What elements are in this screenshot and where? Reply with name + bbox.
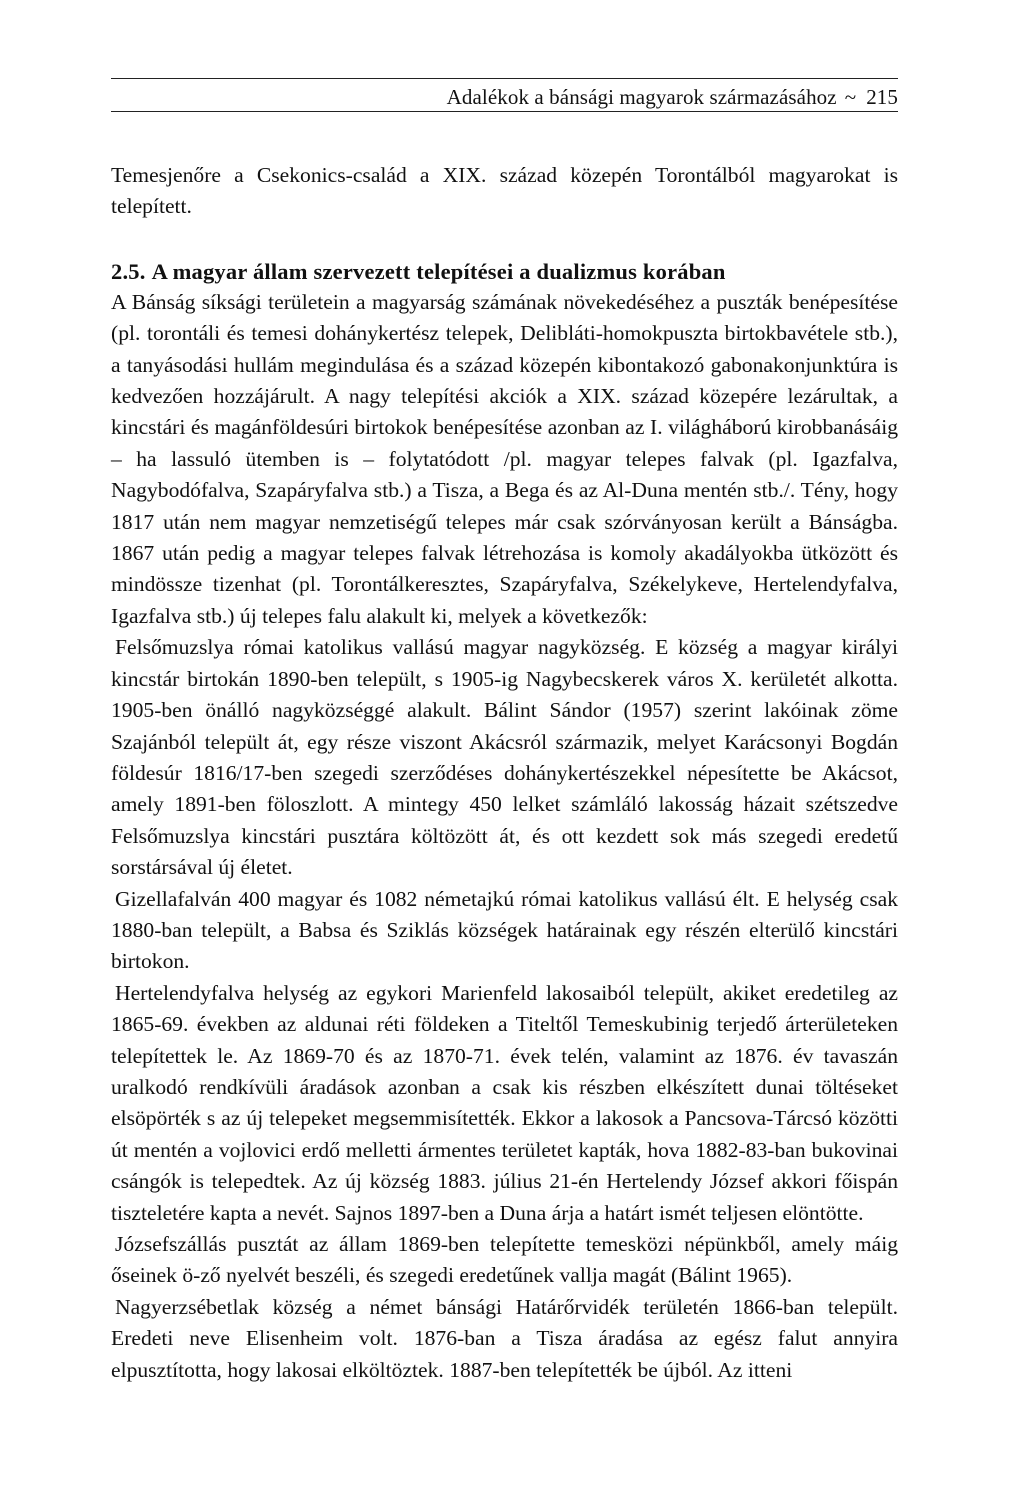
section-heading	[111, 256, 898, 287]
running-header	[111, 78, 898, 114]
paragraph-jozsefszallas: Józsefszállás pusztát az állam 1869-ben telepítette temesközi népünkből, amely máig őseinek ö-ző nyelvét beszéli, és szegedi eredetűnek vallja magát (Bálint 1965).	[111, 1232, 898, 1288]
running-head-separator: ~	[844, 85, 857, 109]
header-rule-bottom	[111, 111, 898, 112]
paragraph-1: A Bánság síksági területein a magyarság számának növekedéséhez a puszták benépesítése (pl. torontáli és temesi dohánykertész telepek, Delibláti-homokpuszta birtokbavétele stb.), a tanyásodási hullám megindulása és a század közepén kibontakozó gabonakonjunktúra is kedvezően hozzájárult. A nagy telepítési akciók a XIX. század közepére lezárultak, a kincstári és magánföldesúri birtokok benépesítése azonban az I. világháború kirobbanásáig – ha lassuló ütemben is – folytatódott /pl. magyar telepes falvak (pl. Igazfalva, Nagybodófalva, Szapáryfalva stb.) a Tisza, a Bega és az Al-Duna mentén stb./. Tény, hogy 1817 után nem magyar nemzetiségű telepes már csak szórványosan került a Bánságba. 1867 után pedig a magyar telepes falvak létrehozása is komoly akadályokba ütközött és mindössze tizenhat (pl. Torontálkeresztes, Szapáryfalva, Székelykeve, Hertelendyfalva, Igazfalva stb.) új telepes falu alakult ki, melyek a következők:	[111, 289, 898, 628]
section-number: 2.5.	[111, 258, 146, 284]
body-text	[111, 160, 898, 1386]
paragraph-hertelendyfalva: Hertelendyfalva helység az egykori Marienfeld lakosaiból települt, akiket eredetileg az 1865-69. években az aldunai réti földeken a Titeltől Temeskubinig terjedő árterületeken telepítettek le. Az 1869-70 és az 1870-71. évek telén, valamint az 1876. év tavaszán uralkodó rendkívüli áradások azonban a csak kis részben elkészített dunai töltéseket elsöpörték s az új telepeket megsemmisítették. Ekkor a lakosok a Pancsova-Tárcsó közötti út mentén a vojlovici erdő melletti ármentes területet kapták, hova 1882-83-ban bukovinai csángók is telepedtek. Az új község 1883. július 21-én Hertelendy József akkori főispán tiszteletére kapta a nevét. Sajnos 1897-ben a Duna árja a határt ismét teljesen elöntötte.	[111, 980, 898, 1225]
paragraph-felsomuzslya: Felsőmuzslya római katolikus vallású magyar nagyközség. E község a magyar királyi kincstár birtokán 1890-ben települt, s 1905-ig Nagybecskerek város X. kerületét alkotta. 1905-ben önálló nagyközséggé alakult. Bálint Sándor (1957) szerint lakóinak zöme Szajánból települt át, egy része viszont Akácsról származik, melyet Karácsonyi Bogdán földesúr 1816/17-ben szegedi szerződéses dohánykertészekkel népesítette be Akácsot, amely 1891-ben föloszlott. A mintegy 450 lelket számláló lakosság házait szétszedve Felsőmuzslya kincstári pusztára költözött át, és ott kezdett sok más szegedi eredetű sorstársával új életet.	[111, 635, 898, 880]
paragraph-nagyerzsebetlak: Nagyerzsébetlak község a német bánsági Határőrvidék területén 1866-ban települt. Eredeti neve Elisenheim volt. 1876-ban a Tisza áradása az egész falut annyira elpusztította, hogy lakosai elköltöztek. 1887-ben telepítették be újból. Az itteni	[111, 1294, 898, 1382]
intro-paragraph: Temesjenőre a Csekonics-család a XIX. század közepén Torontálból magyarokat is telepített.	[111, 163, 898, 219]
running-head-title: Adalékok a bánsági magyarok származásához	[446, 85, 837, 109]
page-number: 215	[866, 85, 898, 109]
header-rule-top	[111, 78, 898, 79]
section-title: A magyar állam szervezett telepítései a dualizmus korában	[151, 258, 726, 284]
paragraph-gizellafalva: Gizellafalván 400 magyar és 1082 németajkú római katolikus vallású élt. E helység csak 1880-ban települt, a Babsa és Sziklás községek határainak egy részén elterülő kincstári birtokon.	[111, 886, 898, 974]
running-head	[447, 85, 898, 110]
